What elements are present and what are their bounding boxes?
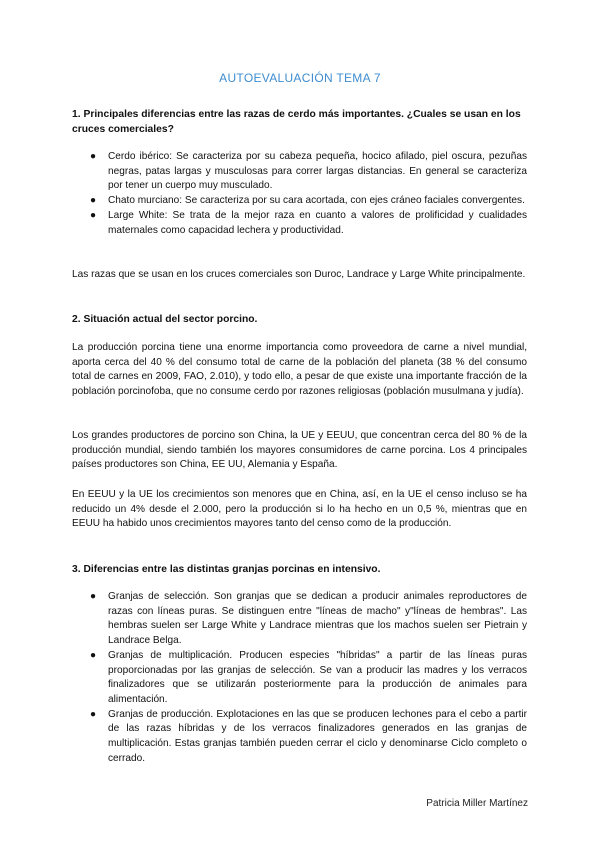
bullet-icon: ● [90,649,97,661]
author-signature: Patricia Miller Martínez [426,798,528,809]
section1-list [72,150,527,238]
section2-paragraph: Los grandes productores de porcino son China, la UE y EEUU, que concentran cerca del 80 % de la producción mundial, siendo también los mayores consumidores de carne porcina. Los 4 principales países productores son China, EE UU, Alemania y España. [72,430,527,471]
bullet-icon: ● [90,591,97,602]
list-item: ● Cerdo ibérico: Se caracteriza por su cabeza pequeña, hocico afilado, piel oscura, pezuñas negras, patas largas y musculosas para correr largas distancias. En general se caracteriza por tener un cuerpo muy musculado. [90,151,527,192]
section2-heading: 2. Situación actual del sector porcino. [72,314,258,325]
bullet-icon: ● [90,151,97,162]
list-item: ● Granjas de producción. Explotaciones en las que se producen lechones para el cebo a partir de las razas híbridas y de los verracos finalizadores generados en las granjas de multiplicación. Estas granjas también pueden cerrar el ciclo y denominarse Ciclo completo o cerrado. [90,708,527,764]
section1-heading: 1. Principales diferencias entre las razas de cerdo más importantes. ¿Cuales se usan en los cruces comerciales? [72,109,521,135]
bullet-icon: ● [90,195,97,207]
list-item: ● Granjas de multiplicación. Producen especies "híbridas" a partir de las líneas puras proporcionadas por las granjas de selección. Se van a producir las madres y los verracos finalizadores que se utilizarán posteriormente para la producción de animales para alimentación. [90,649,527,705]
section3-list [72,590,527,766]
bullet-icon: ● [90,209,97,221]
list-item: ● Granjas de selección. Son granjas que se dedican a producir animales reproductores de razas con líneas puras. Se distinguen entre "líneas de macho" y"líneas de hembras". Las hembras suelen ser Large White y Landrace mientras que los machos suelen ser Pietrain y Landrace Belga. [90,591,527,647]
list-item: ● Large White: Se trata de la mejor raza en cuanto a valores de prolificidad y cualidades maternales como capacidad lechera y productividad. [90,209,527,236]
document-title: AUTOEVALUACIÓN TEMA 7 [219,71,381,85]
list-item: ● Chato murciano: Se caracteriza por su cara acortada, con ejes cráneo faciales convergentes. [72,194,527,209]
section2-paragraph: La producción porcina tiene una enorme importancia como proveedora de carne a nivel mundial, aporta cerca del 40 % del consumo total de carne de la población del planeta (38 % del consumo total de carnes en 2009, FAO, 2.010), y todo ello, a pesar de que existe una importante fracción de la población porcinofoba, que no consume cerdo por razones religiosas (población musulmana y judía). [72,342,527,398]
bullet-icon: ● [90,708,97,720]
section2-paragraph: En EEUU y la UE los crecimientos son menores que en China, así, en la UE el censo incluso se ha reducido un 4% desde el 2.000, pero la producción si lo ha hecho en un 0,5 %, mientras que en EEUU ha habido unos crecimientos mayores tanto del censo como de la producción. [72,489,527,530]
section3-heading: 3. Diferencias entre las distintas granjas porcinas en intensivo. [72,564,381,575]
section1-paragraph: Las razas que se usan en los cruces comerciales son Duroc, Landrace y Large White principalmente. [72,269,526,280]
